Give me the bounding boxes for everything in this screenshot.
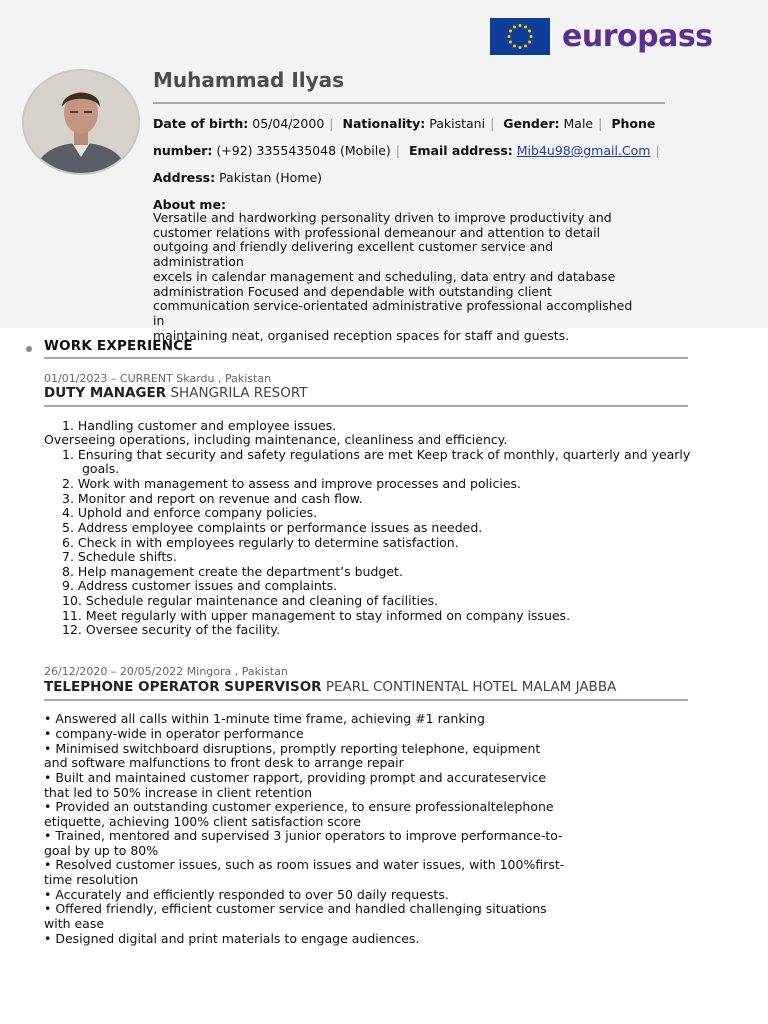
job-duty-item: 1. Ensuring that security and safety regulations are met Keep track of monthly, quarterly and yearly bbox=[62, 447, 691, 462]
job-role: DUTY MANAGER bbox=[44, 385, 167, 401]
job-duty-item: • Offered friendly, efficient customer service and handled challenging situations bbox=[44, 901, 547, 916]
separator: | bbox=[329, 116, 334, 131]
about-heading: About me: bbox=[153, 197, 226, 212]
job-title bbox=[44, 679, 616, 695]
gender-value: Male bbox=[563, 116, 594, 131]
europass-logo: europass bbox=[562, 19, 713, 54]
job-duty-item: Overseeing operations, including maintenance, cleanliness and efficiency. bbox=[44, 432, 508, 447]
job-duty-item: and software malfunctions to front desk to arrange repair bbox=[44, 755, 404, 770]
nationality-value: Pakistani bbox=[429, 116, 486, 131]
job-duty-item: goal by up to 80% bbox=[44, 843, 159, 858]
job-duty-item: 1. Handling customer and employee issues. bbox=[62, 418, 337, 433]
job-duty-item: 4. Uphold and enforce company policies. bbox=[62, 505, 318, 520]
job-duty-item: • Trained, mentored and supervised 3 junior operators to improve performance-to- bbox=[44, 828, 563, 843]
job-duty-item: 6. Check in with employees regularly to determine satisfaction. bbox=[62, 535, 459, 550]
about-line: Versatile and hardworking personality driven to improve productivity and bbox=[153, 210, 612, 225]
address-value: Pakistan (Home) bbox=[219, 170, 323, 185]
job-title bbox=[44, 385, 307, 401]
separator: | bbox=[395, 143, 400, 158]
job-duty-item: • Designed digital and print materials to engage audiences. bbox=[44, 931, 420, 946]
email-link[interactable]: Mib4u98@gmail.Com bbox=[516, 143, 651, 158]
job-duty-item: 11. Meet regularly with upper management to stay informed on company issues. bbox=[62, 608, 571, 623]
job-role: TELEPHONE OPERATOR SUPERVISOR bbox=[44, 679, 322, 695]
job-duty-item: 9. Address customer issues and complaints. bbox=[62, 578, 338, 593]
job-employer: SHANGRILA RESORT bbox=[170, 385, 308, 401]
job-duty-item: • Provided an outstanding customer experience, to ensure professionaltelephone bbox=[44, 799, 554, 814]
job-duty-item: time resolution bbox=[44, 872, 139, 887]
job-divider bbox=[44, 405, 688, 407]
email-label: Email address: bbox=[408, 143, 513, 158]
about-text bbox=[153, 211, 633, 343]
about-line: customer relations with professional demeanour and attention to detail bbox=[153, 224, 601, 240]
job-duty-item: that led to 50% increase in client retention bbox=[44, 785, 313, 800]
gender-label: Gender: bbox=[503, 116, 560, 131]
job-duty-item: goals. bbox=[82, 461, 120, 476]
job-duty-item: etiquette, achieving 100% client satisfaction score bbox=[44, 814, 361, 829]
phone-label: Phone bbox=[611, 116, 656, 131]
section-divider bbox=[44, 357, 688, 359]
about-line: administration Focused and dependable with outstanding client bbox=[153, 283, 552, 299]
profile-name: Muhammad Ilyas bbox=[153, 68, 345, 92]
job-duty-item: 3. Monitor and report on revenue and cash flow. bbox=[62, 491, 363, 506]
job-divider bbox=[44, 699, 688, 701]
about-line: maintaining neat, organised reception spaces for staff and guests. bbox=[153, 327, 570, 343]
job-duty-item: • company-wide in operator performance bbox=[44, 726, 304, 741]
job-duty-item: 12. Oversee security of the facility. bbox=[62, 622, 281, 637]
section-bullet-icon bbox=[26, 346, 32, 352]
phone-value: (+92) 3355435048 (Mobile) bbox=[216, 143, 391, 158]
personal-info-row bbox=[153, 143, 673, 159]
about-line: excels in calendar management and scheduling, data entry and database bbox=[153, 268, 616, 284]
separator: | bbox=[490, 116, 495, 131]
job-duty-item: • Answered all calls within 1-minute time frame, achieving #1 ranking bbox=[44, 711, 485, 726]
job-duty-item: 5. Address employee complaints or performance issues as needed. bbox=[62, 520, 483, 535]
phone-label-cont: number: bbox=[153, 143, 213, 158]
job-employer: PEARL CONTINENTAL HOTEL MALAM JABBA bbox=[325, 679, 617, 695]
job-duty-item: 7. Schedule shifts. bbox=[62, 549, 177, 564]
address-row bbox=[153, 170, 673, 186]
job-duty-item: • Built and maintained customer rapport, providing prompt and accurateservice bbox=[44, 770, 547, 785]
about-line: outgoing and friendly delivering excellent customer service and administration bbox=[153, 239, 554, 270]
job-duty-item: • Accurately and efficiently responded to over 50 daily requests. bbox=[44, 887, 449, 902]
dob-label: Date of birth: bbox=[153, 116, 249, 131]
job-dates: 26/12/2020 – 20/05/2022 Mingora , Pakistan bbox=[44, 665, 288, 678]
address-label: Address: bbox=[153, 170, 216, 185]
section-title-work-experience: WORK EXPERIENCE bbox=[44, 338, 193, 354]
eu-flag-icon bbox=[490, 18, 550, 55]
nationality-label: Nationality: bbox=[342, 116, 426, 131]
name-divider bbox=[153, 102, 665, 104]
job-dates: 01/01/2023 – CURRENT Skardu , Pakistan bbox=[44, 372, 272, 385]
separator: | bbox=[598, 116, 603, 131]
job-duty-item: with ease bbox=[44, 916, 105, 931]
job-duty-item: 10. Schedule regular maintenance and cleaning of facilities. bbox=[62, 593, 439, 608]
job-duty-item: 8. Help management create the department’s budget. bbox=[62, 564, 403, 579]
profile-photo bbox=[22, 69, 140, 175]
separator: | bbox=[655, 143, 660, 158]
dob-value: 05/04/2000 bbox=[252, 116, 325, 131]
job-duty-item: 2. Work with management to assess and improve processes and policies. bbox=[62, 476, 522, 491]
about-line: communication service-orientated administrative professional accomplished in bbox=[153, 298, 633, 328]
personal-info-row bbox=[153, 116, 673, 132]
job-duty-item: • Resolved customer issues, such as room issues and water issues, with 100%first- bbox=[44, 857, 565, 872]
job-duty-item: • Minimised switchboard disruptions, promptly reporting telephone, equipment bbox=[44, 741, 541, 756]
